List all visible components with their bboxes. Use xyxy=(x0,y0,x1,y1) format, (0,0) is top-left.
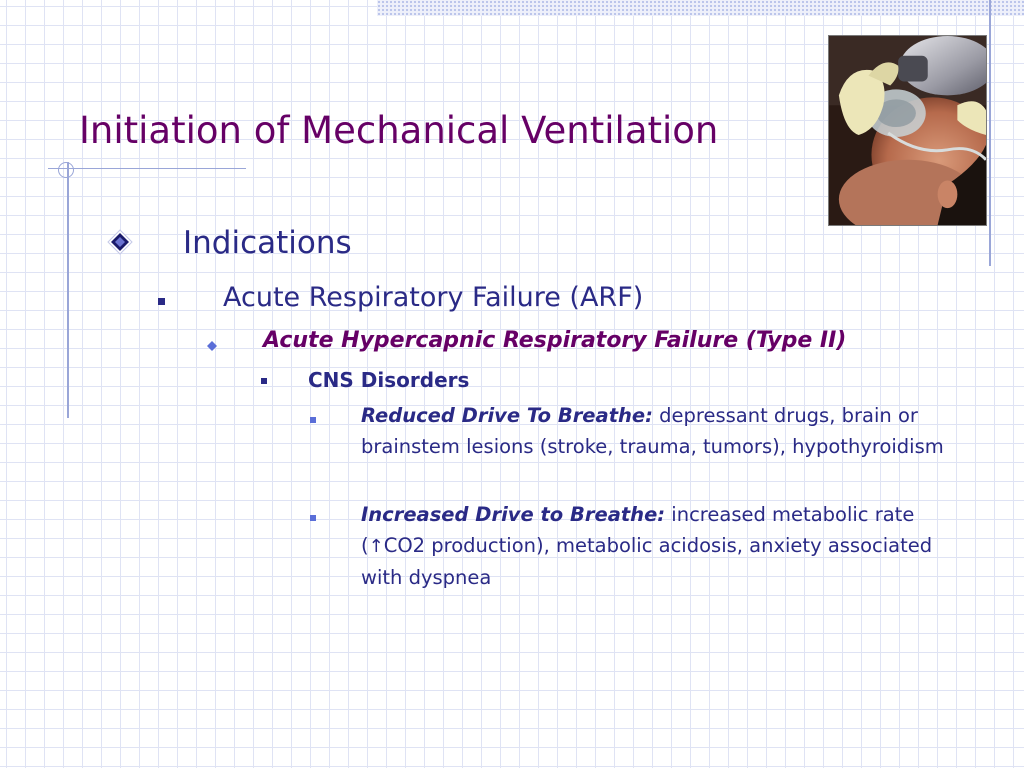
bullet-increased-drive xyxy=(361,499,961,593)
square-icon xyxy=(158,298,165,305)
increased-drive-text-end: CO2 production), metabolic acidosis, anxiety associated with dyspnea xyxy=(361,534,933,589)
bullet-acute-respiratory-failure: Acute Respiratory Failure (ARF) xyxy=(223,282,644,313)
patient-ventilation-photo xyxy=(828,35,987,226)
slide-title: Initiation of Mechanical Ventilation xyxy=(79,109,719,152)
reduced-drive-label: Reduced Drive To Breathe: xyxy=(361,404,653,427)
square-icon xyxy=(310,515,316,521)
square-icon xyxy=(261,378,267,384)
top-dotted-band xyxy=(377,0,1024,16)
ventilation-photo-illustration xyxy=(829,36,986,225)
diamond-icon xyxy=(107,229,133,259)
bullet-reduced-drive xyxy=(361,400,961,462)
reduced-drive-text: depressant drugs, brain or brainstem lesions (stroke, trauma, tumors), hypothyroidism xyxy=(361,404,944,458)
right-accent-line xyxy=(989,0,991,266)
up-arrow-icon: ↑ xyxy=(368,536,384,557)
increased-drive-text-start: increased metabolic rate ( xyxy=(361,503,915,557)
left-accent-line xyxy=(67,162,69,418)
title-underline xyxy=(48,168,246,169)
bullet-cns-disorders: CNS Disorders xyxy=(308,368,470,392)
small-diamond-icon xyxy=(207,336,217,355)
square-icon xyxy=(310,417,316,423)
increased-drive-label: Increased Drive to Breathe: xyxy=(361,503,666,526)
bullet-indications: Indications xyxy=(183,225,352,261)
bullet-hypercapnic-failure: Acute Hypercapnic Respiratory Failure (Type II) xyxy=(263,328,847,353)
corner-circle-ornament xyxy=(58,162,74,178)
